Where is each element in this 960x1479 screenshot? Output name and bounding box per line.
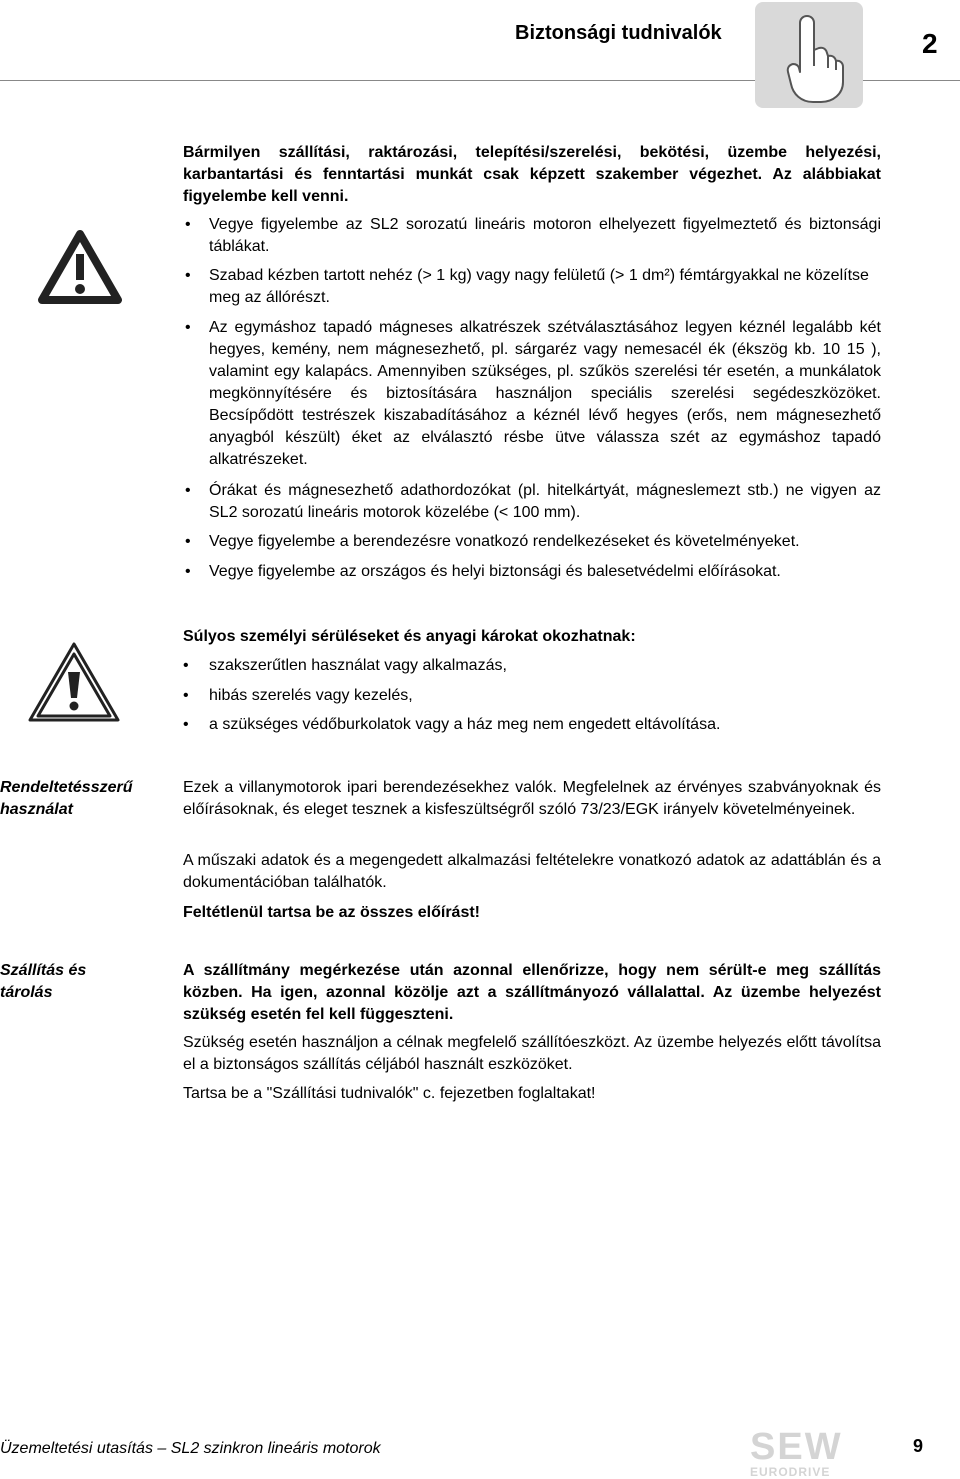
logo-text-sew: SEW bbox=[750, 1426, 843, 1468]
warning-intro: Bármilyen szállítási, raktározási, telepítési/szerelési, bekötési, üzembe helyezési, karbantartási és fenntartási munkát csak képzett szakember végezhet. Az alábbiakat figyelembe kell venni. bbox=[183, 144, 881, 205]
logo-text-eurodrive: EURODRIVE bbox=[750, 1465, 831, 1479]
warning-triangle-icon bbox=[36, 228, 124, 311]
intended-use-para-1: Ezek a villanymotorok ipari berendezésekhez valók. Megfelelnek az érvényes szabványoknak és előírásoknak, és eleget tesznek a kisfeszültségről szóló 73/23/EGK irányelv követelményeinek. bbox=[183, 779, 881, 818]
warning-bullet-1: Vegye figyelembe az SL2 sorozatú lineáris motoron elhelyezett figyelmeztető és biztonsági táblákat. bbox=[209, 216, 881, 255]
bullet-marker: • bbox=[183, 657, 189, 674]
transport-para-1: A szállítmány megérkezése után azonnal ellenőrizze, hogy nem sérült-e meg szállítás közben. Ha igen, azonnal közölje azt a szállítmányozó vállalattal. Az üzembe helyezést szükség esetén fel kell függeszteni. bbox=[183, 962, 881, 1023]
header-rule bbox=[0, 80, 755, 81]
intended-use-para-3: Feltétlenül tartsa be az összes előírást! bbox=[183, 904, 480, 921]
bullet-marker: • bbox=[183, 687, 189, 704]
sew-eurodrive-logo bbox=[750, 1428, 860, 1478]
section-label-transport bbox=[0, 960, 170, 1004]
danger-bullet-2: hibás szerelés vagy kezelés, bbox=[209, 687, 413, 704]
bullet-marker: • bbox=[185, 216, 191, 233]
footer-doc-title: Üzemeltetési utasítás – SL2 szinkron lineáris motorok bbox=[0, 1440, 381, 1457]
bullet-marker: • bbox=[185, 482, 191, 499]
page-number: 9 bbox=[913, 1436, 924, 1456]
section-label-line: használat bbox=[0, 801, 73, 818]
transport-para-2: Szükség esetén használjon a célnak megfelelő szállítóeszközt. Az üzembe helyezés előtt távolítsa el a biztonságos szállítás céljából használt eszközöket. bbox=[183, 1034, 881, 1073]
header-rule-right bbox=[863, 80, 960, 81]
warning-bullet-4: Órákat és mágnesezhető adathordozókat (pl. hitelkártyát, mágneslemezt stb.) ne vigyen az SL2 sorozatú lineáris motorok közelébe (< 100 mm). bbox=[209, 482, 881, 521]
chapter-number: 2 bbox=[922, 28, 938, 59]
bullet-marker: • bbox=[183, 716, 189, 733]
danger-bullet-1: szakszerűtlen használat vagy alkalmazás, bbox=[209, 657, 507, 674]
danger-triangle-icon bbox=[26, 640, 122, 731]
danger-heading: Súlyos személyi sérüléseket és anyagi károkat okozhatnak: bbox=[183, 628, 636, 645]
section-label-line: Rendeltetésszerű bbox=[0, 779, 133, 796]
bullet-marker: • bbox=[185, 533, 191, 550]
section-label-line: tárolás bbox=[0, 984, 53, 1001]
bullet-marker: • bbox=[185, 563, 191, 580]
intended-use-para-2: A műszaki adatok és a megengedett alkalmazási feltételekre vonatkozó adatok az adattáblán és a dokumentációban találhatók. bbox=[183, 852, 881, 891]
page-header-title: Biztonsági tudnivalók bbox=[515, 22, 722, 44]
section-label-line: Szállítás és bbox=[0, 962, 87, 979]
pointing-hand-icon bbox=[755, 2, 863, 108]
danger-bullet-3: a szükséges védőburkolatok vagy a ház meg nem engedett eltávolítása. bbox=[209, 716, 721, 733]
bullet-marker: • bbox=[185, 267, 191, 284]
warning-bullet-6: Vegye figyelembe az országos és helyi biztonsági és balesetvédelmi előírásokat. bbox=[209, 563, 781, 580]
section-label-intended-use bbox=[0, 777, 170, 821]
warning-bullet-3: Az egymáshoz tapadó mágneses alkatrészek szétválasztásához legyen kéznél legalább két hegyes, kemény, nem mágnesezhető, pl. sárgaréz vagy nemesacél ék (ékszög kb. 10 15 ), valamint egy kalapács. Amennyiben szükséges, pl. szűkös szerelési tér esetén, a munkálatok megkönnyítésére és biztosítására használjon speciális szerelési segédeszközöket. Becsípődött testrészek kiszabadításához a kéznél lévő hegyes (erős, nem mágnesezhető anyagból készült) éket az elválasztó résbe ütve válassza szét az egymáshoz tapadó alkatrészeket. bbox=[209, 319, 881, 468]
bullet-marker: • bbox=[185, 319, 191, 336]
warning-bullet-5: Vegye figyelembe a berendezésre vonatkozó rendelkezéseket és követelményeket. bbox=[209, 533, 800, 550]
warning-bullet-2: Szabad kézben tartott nehéz (> 1 kg) vagy nagy felületű (> 1 dm²) fémtárgyakkal ne közelítse meg az állórészt. bbox=[209, 267, 869, 306]
transport-para-3: Tartsa be a "Szállítási tudnivalók" c. fejezetben foglaltakat! bbox=[183, 1085, 596, 1102]
